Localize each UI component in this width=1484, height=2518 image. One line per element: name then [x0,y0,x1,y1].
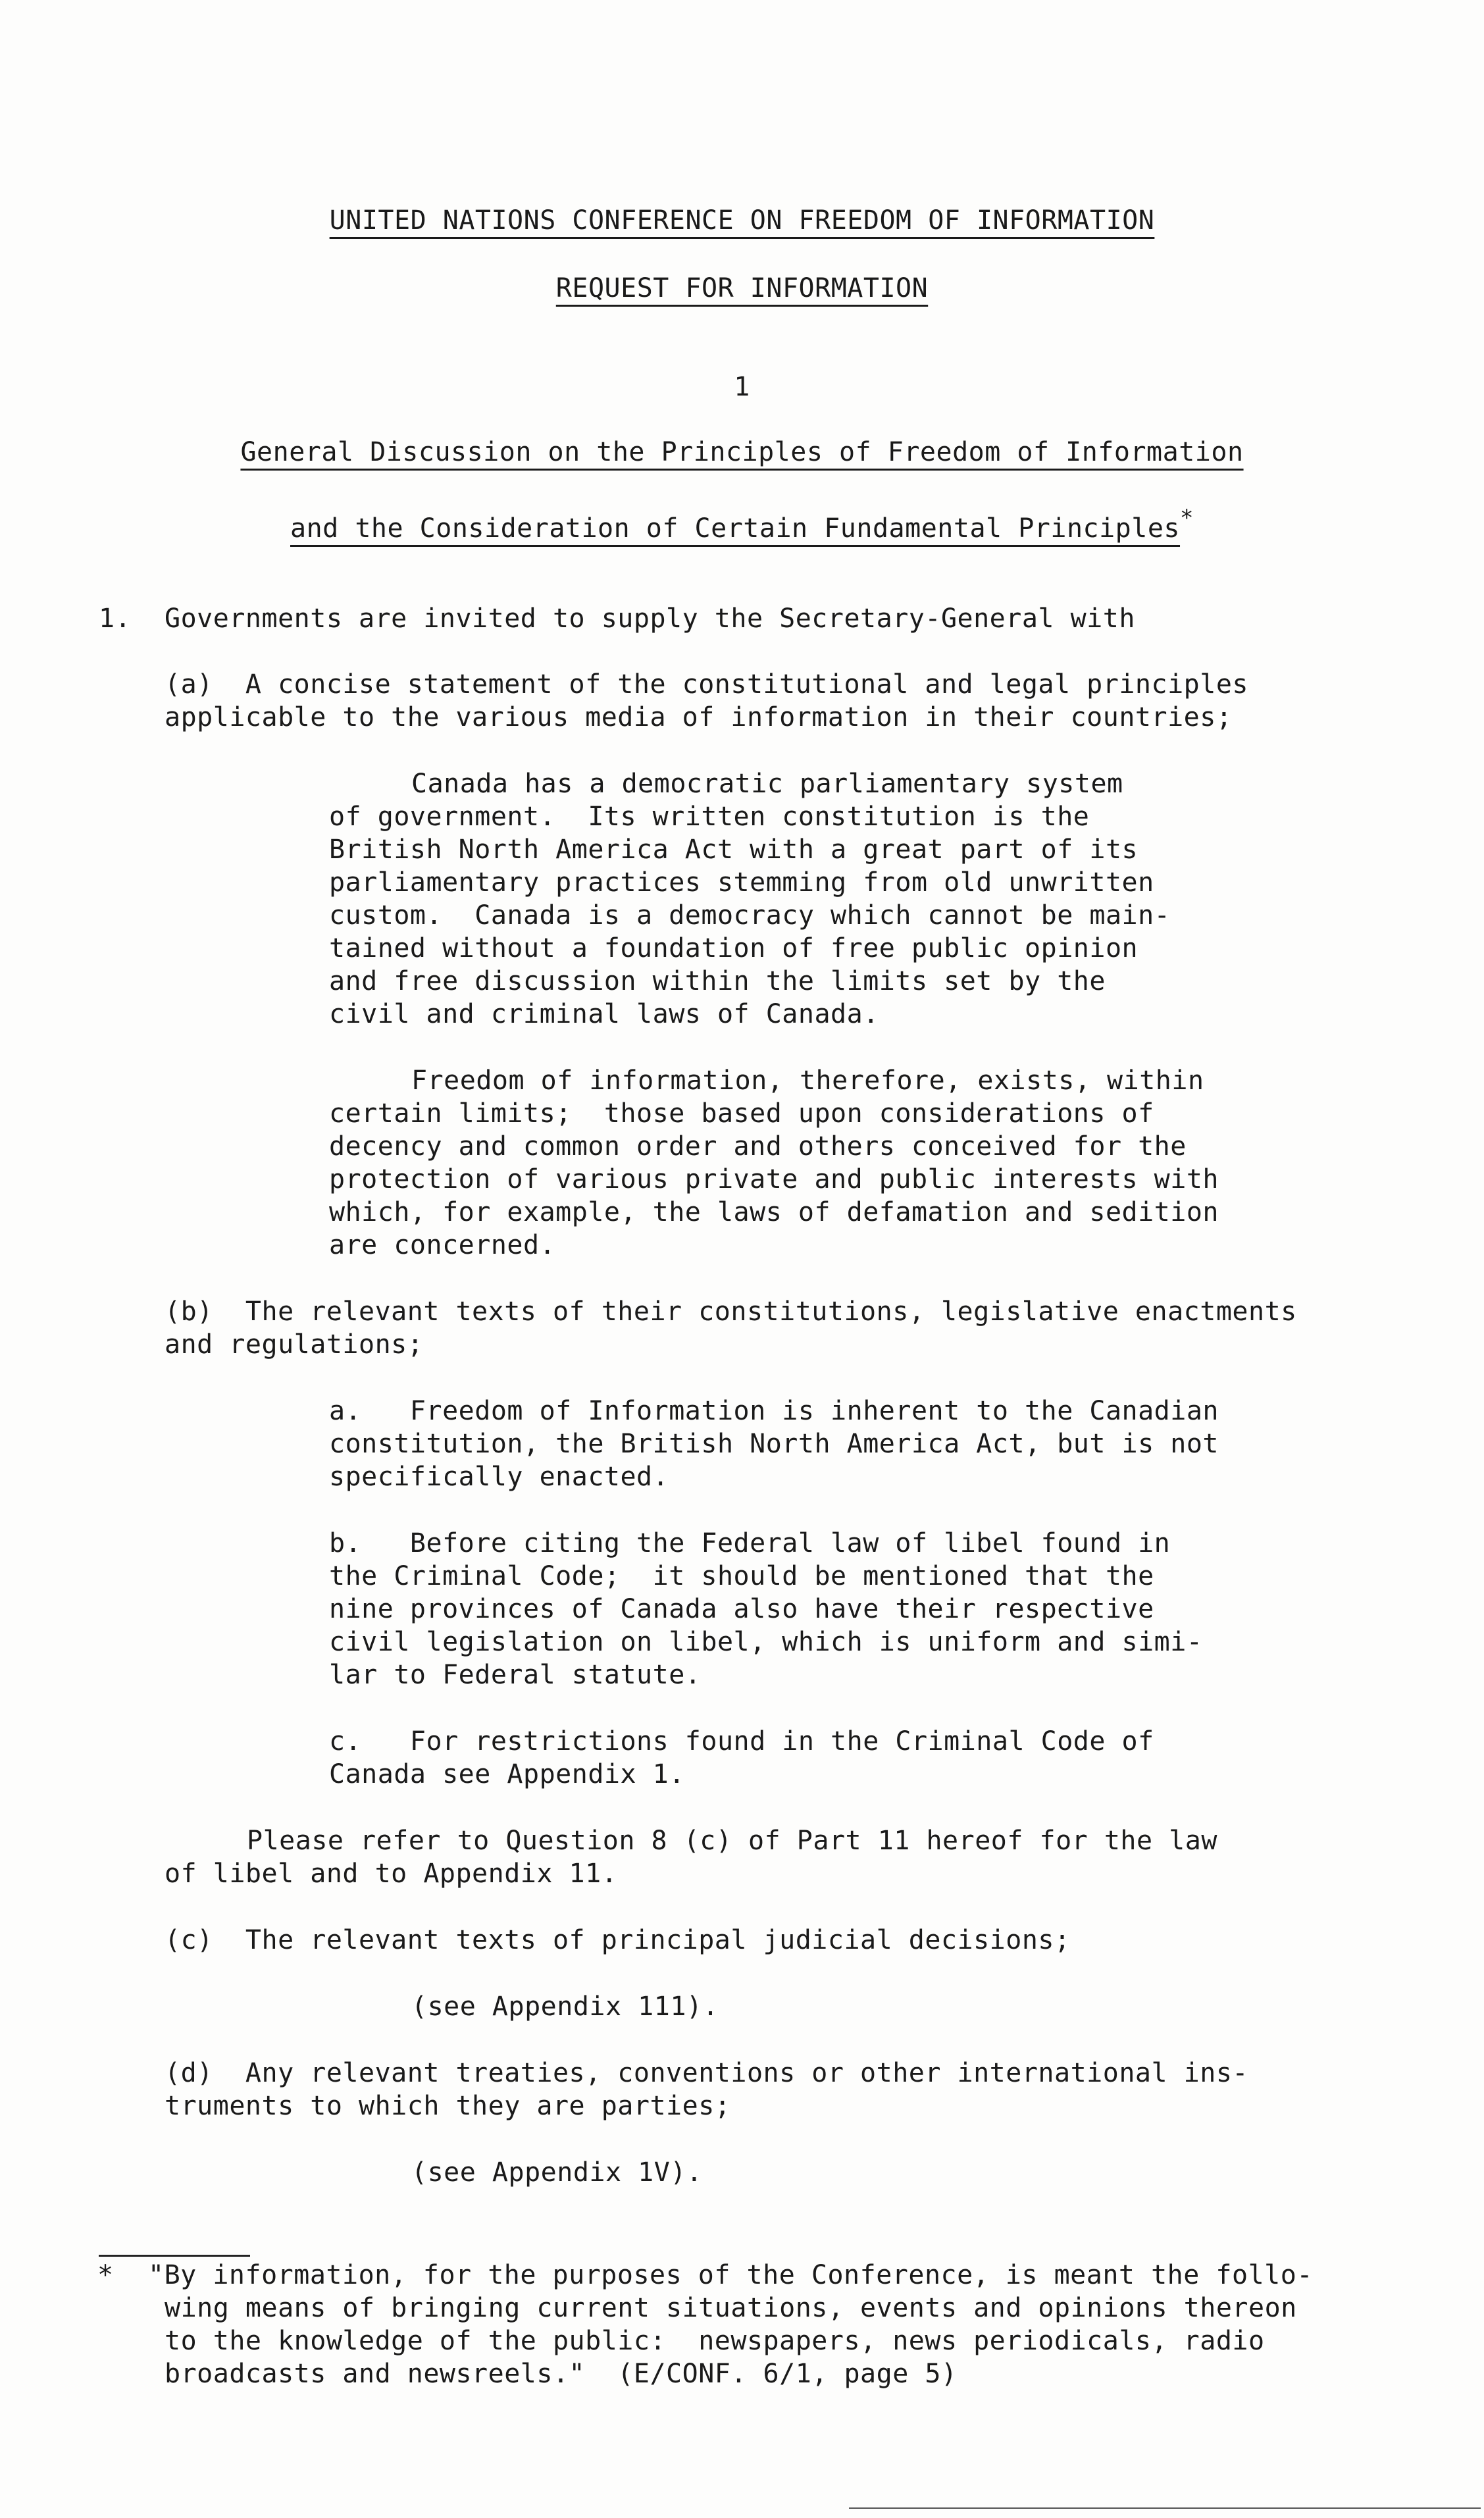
document-subtitle: REQUEST FOR INFORMATION [555,273,929,303]
answer-c-see: (see Appendix 111). [411,1991,719,2022]
answer-a-p2-line: Freedom of information, therefore, exists, within [411,1066,1204,1096]
answer-a-p2-line: decency and common order and others conceived for the [329,1131,1187,1162]
answer-a-p2-line: certain limits; those based upon considerations of [329,1098,1154,1129]
item-intro: Governments are invited to supply the Secretary-General with [165,604,1135,634]
answer-a-p2-line: which, for example, the laws of defamation and sedition [329,1197,1219,1227]
part-c-line1: (c) The relevant texts of principal judicial decisions; [165,1925,1071,1955]
section-number: 1 [734,372,750,402]
footnote-line: to the knowledge of the public: newspapers, news periodicals, radio [165,2326,1265,2356]
item-number: 1. [99,604,132,634]
answer-d-see: (see Appendix 1V). [411,2157,703,2188]
answer-a-p1-line: civil and criminal laws of Canada. [329,999,879,1029]
answer-b-refer-line: Please refer to Question 8 (c) of Part 11 hereof for the law [247,1826,1217,1856]
answer-b-sub-b-line: nine provinces of Canada also have their respective [329,1594,1154,1624]
part-b-line1: (b) The relevant texts of their constitutions, legislative enactments [165,1297,1297,1327]
answer-a-p1-line: custom. Canada is a democracy which cannot be main- [329,900,1171,931]
section-heading-line2-wrap [0,501,1484,545]
footnote-mark: * [97,2260,114,2290]
footnote-rule [99,2255,250,2257]
answer-b-sub-b-line: lar to Federal statute. [329,1660,702,1690]
footnote-line: wing means of bringing current situations, events and opinions thereon [165,2293,1297,2323]
section-heading-line1: General Discussion on the Principles of Freedom of Information [240,437,1244,467]
answer-b-sub-a-line: specifically enacted. [329,1462,669,1492]
answer-a-p2-line: protection of various private and public interests with [329,1164,1219,1195]
answer-a-p1-line: and free discussion within the limits set by the [329,966,1106,996]
answer-b-sub-a-line: a. Freedom of Information is inherent to the Canadian [329,1396,1219,1426]
footnote-line: "By information, for the purposes of the Conference, is meant the follo- [148,2260,1313,2290]
section-heading-line2: and the Consideration of Certain Fundamental Principles [290,513,1181,544]
part-a-line1: (a) A concise statement of the constitutional and legal principles [165,669,1248,700]
answer-b-sub-a-line: constitution, the British North America Act, but is not [329,1429,1219,1459]
answer-a-p1-line: tained without a foundation of free public opinion [329,933,1139,964]
answer-a-p2-line: are concerned. [329,1230,556,1260]
footnote-reference-mark: * [1180,505,1194,531]
answer-b-sub-b-line: b. Before citing the Federal law of libel found in [329,1528,1171,1558]
document-title: UNITED NATIONS CONFERENCE ON FREEDOM OF INFORMATION [329,205,1155,236]
answer-b-refer-line: of libel and to Appendix 11. [165,1859,618,1889]
answer-b-sub-c-line: c. For restrictions found in the Criminal Code of [329,1726,1154,1757]
part-d-line1: (d) Any relevant treaties, conventions or other international ins- [165,2058,1248,2088]
page-bottom-rule [849,2507,1481,2509]
footnote-line: broadcasts and newsreels." (E/CONF. 6/1, page 5) [165,2359,958,2389]
part-d-line2: truments to which they are parties; [165,2091,731,2121]
answer-a-p1-line: British North America Act with a great part of its [329,835,1139,865]
answer-b-sub-c-line: Canada see Appendix 1. [329,1759,685,1789]
answer-b-sub-b-line: civil legislation on libel, which is uniform and simi- [329,1627,1203,1657]
part-a-line2: applicable to the various media of information in their countries; [165,702,1233,732]
answer-a-p1-line: of government. Its written constitution is the [329,802,1090,832]
answer-a-p1-line: parliamentary practices stemming from old unwritten [329,867,1154,898]
answer-a-p1-line: Canada has a democratic parliamentary system [411,769,1123,799]
answer-b-sub-b-line: the Criminal Code; it should be mentioned that the [329,1561,1154,1591]
part-b-line2: and regulations; [165,1329,424,1360]
